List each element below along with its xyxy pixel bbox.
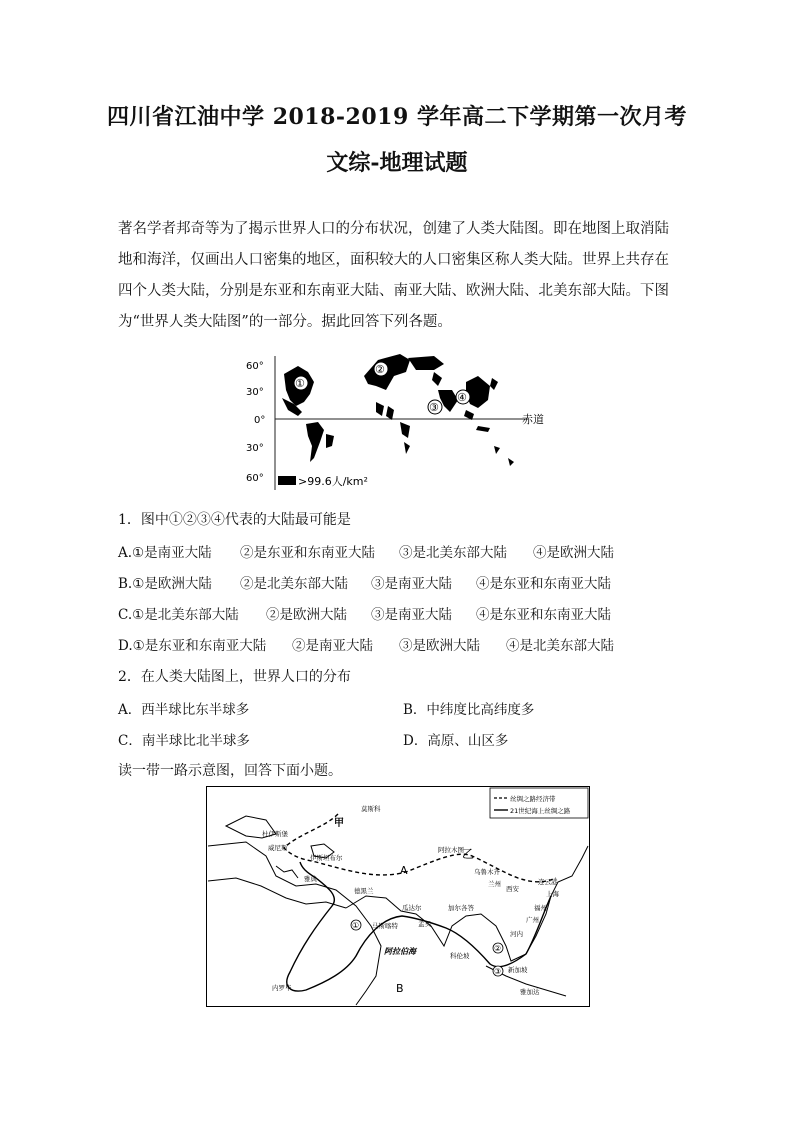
q1-option-d-4: ④是北美东部大陆 — [506, 638, 614, 654]
q1-option-a-2: ②是东亚和东南亚大陆 — [240, 545, 375, 561]
city-label: 西安 — [506, 885, 519, 893]
read-instruction: 读一带一路示意图，回答下面小题。 — [118, 763, 342, 779]
page-subtitle: 文综-地理试题 — [326, 150, 468, 176]
city-label: 雅加达 — [520, 988, 540, 996]
legend-silk-road: 丝绸之路经济带 — [510, 795, 556, 803]
city-label: 莫斯科 — [361, 805, 381, 813]
route-letter-a: A — [400, 864, 408, 877]
q1-option-b-4: ④是东亚和东南亚大陆 — [476, 576, 611, 592]
belt-road-map — [206, 786, 590, 1007]
q1-option-d-2: ②是南亚大陆 — [292, 638, 373, 654]
q1-option-c-2: ②是欧洲大陆 — [266, 607, 347, 623]
city-label: 德黑兰 — [354, 887, 374, 895]
dense-area — [408, 356, 444, 370]
dense-area — [494, 446, 500, 454]
lat-label: 60° — [246, 361, 264, 372]
city-label: 连云港 — [538, 878, 558, 886]
intro-paragraph: 著名学者邦奇等为了揭示世界人口的分布状况，创建了人类大陆图。即在地图上取消陆地和海洋，仅画出人口密集的地区，面积较大的人口密集区称人类大陆。世界上共存在四个人类大陆，分别是东亚和东南亚大陆、南亚大陆、欧洲大陆、北美东部大陆。下图为“世界人类大陆图”的一部分。据此回答下列各题。 — [118, 221, 669, 330]
dense-area — [466, 376, 490, 408]
dense-area — [490, 378, 498, 390]
q2-option-b: B．中纬度比高纬度多 — [403, 702, 535, 718]
city-label: 雅典 — [304, 875, 317, 883]
route-letter-b: B — [396, 982, 404, 995]
q1-option-b-3: ③是南亚大陆 — [371, 576, 452, 592]
marker-2: ② — [375, 363, 385, 376]
lat-label: 60° — [246, 473, 264, 484]
city-label: 新加坡 — [508, 966, 528, 974]
dense-area — [376, 402, 384, 416]
sea-label: 阿拉伯海 — [384, 947, 416, 956]
dense-area — [386, 406, 394, 420]
question-2-stem: 2．在人类大陆图上，世界人口的分布 — [118, 669, 351, 685]
marker-3: ③ — [429, 401, 439, 414]
dense-area — [404, 442, 410, 454]
q1-option-a-4: ④是欧洲大陆 — [533, 545, 614, 561]
map2-marker-3: ③ — [494, 967, 502, 976]
city-label: 瓜达尔 — [402, 904, 422, 912]
lat-label: 30° — [246, 387, 264, 398]
q1-option-d-3: ③是欧洲大陆 — [399, 638, 480, 654]
human-continent-map — [238, 350, 568, 500]
legend-label: >99.6人/km² — [298, 475, 368, 488]
marker-4: ④ — [457, 391, 467, 404]
q1-option-b-1: B.①是欧洲大陆 — [118, 576, 212, 592]
city-label: 乌鲁木齐 — [474, 868, 500, 876]
city-label: 孟买 — [418, 920, 431, 928]
marker-1: ① — [295, 377, 305, 390]
dense-area — [400, 422, 410, 438]
legend-maritime: 21世纪海上丝绸之路 — [510, 807, 571, 815]
q2-option-d: D．高原、山区多 — [403, 733, 509, 749]
dense-area — [306, 422, 324, 462]
q1-option-c-3: ③是南亚大陆 — [371, 607, 452, 623]
dense-area — [476, 426, 490, 432]
dense-area — [432, 372, 442, 386]
city-label: 上海 — [546, 890, 559, 898]
q1-option-a-3: ③是北美东部大陆 — [399, 545, 507, 561]
city-label: 内罗毕 — [272, 984, 292, 992]
city-label: 威尼斯 — [268, 844, 288, 852]
city-label: 兰州 — [488, 880, 501, 888]
city-label: 广州 — [526, 916, 539, 924]
q1-option-a-1: A.①是南亚大陆 — [118, 545, 212, 561]
lat-label: 30° — [246, 443, 264, 454]
q2-option-a: A．西半球比东半球多 — [118, 702, 250, 718]
city-label: 甲 — [334, 818, 344, 829]
city-label: 河内 — [510, 930, 523, 938]
legend-swatch — [278, 476, 296, 485]
city-label: 伊斯坦布尔 — [310, 854, 343, 862]
q1-option-c-1: C.①是北美东部大陆 — [118, 607, 239, 623]
question-1-stem: 1．图中①②③④代表的大陆最可能是 — [118, 512, 351, 528]
city-label: 阿拉木图 — [438, 846, 464, 854]
city-label: 福州 — [534, 904, 547, 912]
q2-option-c: C．南半球比北半球多 — [118, 733, 250, 749]
dense-area — [508, 458, 514, 466]
q1-option-b-2: ②是北美东部大陆 — [240, 576, 348, 592]
city-label: 杜伊斯堡 — [262, 830, 288, 838]
dense-area — [326, 434, 334, 448]
map2-marker-2: ② — [494, 944, 502, 953]
equator-label: 赤道 — [522, 413, 544, 426]
place-letter: 乙 — [462, 847, 475, 861]
page-title: 四川省江油中学 2018-2019 学年高二下学期第一次月考 — [107, 104, 687, 130]
lat-label: 0° — [254, 415, 266, 426]
city-label: 马斯喀特 — [372, 922, 398, 930]
city-label: 科伦坡 — [450, 952, 470, 960]
city-label: 加尔各答 — [448, 904, 474, 912]
map2-marker-1: ① — [352, 921, 360, 930]
q1-option-d-1: D.①是东亚和东南亚大陆 — [118, 638, 267, 654]
q1-option-c-4: ④是东亚和东南亚大陆 — [476, 607, 611, 623]
